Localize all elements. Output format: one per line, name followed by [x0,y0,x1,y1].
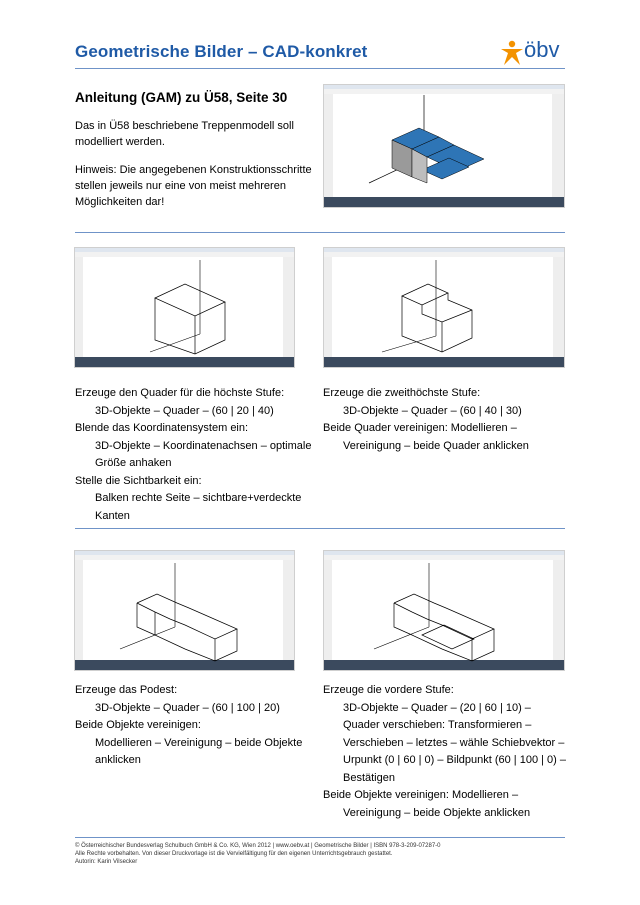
step-3-line: Erzeuge das Podest: [75,684,178,696]
oebv-logo [500,37,570,66]
step-1-line: Stelle die Sichtbarkeit ein: [75,474,202,487]
screenshot-step-2 [323,247,565,368]
step-1-line: 3D-Objekte – Koordinatenachsen – optimale Größe anhaken [95,439,312,469]
footer-rule [75,837,565,838]
footer-copyright: © Österreichischer Bundesverlag Schulbuch GmbH & Co. KG, Wien 2012 | www.oebv.at | Geometrische Bilder | ISBN 978-3-209-07287-0 [75,843,441,849]
step-4-line: Vereinigung – beide Objekte anklicken [343,806,531,819]
step-1-instructions [75,385,315,525]
section-rule-1 [75,232,565,233]
screenshot-step-1 [74,247,295,368]
step-2-line: Beide Quader vereinigen: Modellieren – [323,422,517,434]
step-3-line: Modellieren – Vereinigung – beide Objekte anklicken [95,736,303,766]
step-4-instructions [323,682,568,822]
section-rule-2 [75,528,565,529]
hint-paragraph: Hinweis: Die angegebenen Konstruktionsschritte stellen jeweils nur eine von meist mehreren Möglichkeiten dar! [75,164,312,208]
step-2-line: Vereinigung – beide Quader anklicken [343,439,529,452]
step-4-line: 3D-Objekte – Quader – (20 | 60 | 10) – Quader verschieben: Transformieren – Verschieben – letztes – wähle Schiebvektor – Urpunkt (0 | 60 | 0) – Bildpunkt (60 | 100 | 0) – Bestätigen [343,701,566,784]
step-1-line: Blende das Koordinatensystem ein: [75,422,249,434]
step-2-line: 3D-Objekte – Quader – (60 | 40 | 30) [343,404,522,417]
screenshot-step-4 [323,550,565,671]
logo-text: öbv [524,37,560,62]
screenshot-step-3 [74,550,295,671]
footer-rights: Alle Rechte vorbehalten. Von dieser Druckvorlage ist die Vervielfältigung für den eigenen Unterrichtsgebrauch gestattet. [75,851,393,857]
step-2-line: Erzeuge die zweithöchste Stufe: [323,387,481,399]
step-4-line: Erzeuge die vordere Stufe: [323,684,454,696]
footer-author: Autorin: Karin Vilsecker [75,859,138,865]
step-3-instructions [75,682,315,770]
document-title: Geometrische Bilder – CAD-konkret [75,42,368,61]
screenshot-finished-stairs [323,84,565,208]
step-2-instructions [323,385,568,455]
step-3-line: Beide Objekte vereinigen: [75,719,201,731]
step-1-line: Erzeuge den Quader für die höchste Stufe: [75,387,285,399]
step-3-line: 3D-Objekte – Quader – (60 | 100 | 20) [95,701,280,714]
intro-paragraph: Das in Ü58 beschriebene Treppenmodell soll modelliert werden. [75,120,294,148]
page-heading: Anleitung (GAM) zu Ü58, Seite 30 [75,90,288,105]
star-person-icon [500,40,524,66]
header-rule [75,68,565,69]
step-1-line: 3D-Objekte – Quader – (60 | 20 | 40) [95,404,274,417]
step-4-line: Beide Objekte vereinigen: Modellieren – [323,789,519,801]
step-1-line: Balken rechte Seite – sichtbare+verdeckte Kanten [95,492,302,522]
